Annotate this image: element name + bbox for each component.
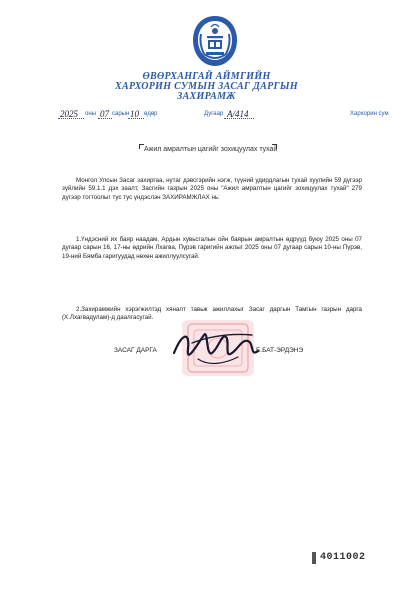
- date-day: 10: [130, 109, 139, 119]
- date-year: 2025: [60, 109, 78, 119]
- date-year-suffix: оны: [85, 111, 96, 117]
- date-month-suffix: сарын: [112, 111, 130, 117]
- date-month: 07: [100, 109, 109, 119]
- decree-number: A/414: [227, 109, 249, 119]
- org-line-aimag: ӨВӨРХАНГАЙ АЙМГИЙН: [142, 71, 271, 82]
- order-item-1: 1.Үндэсний их баяр наадам, Ардын хувьсгалын ойн баярын амралтын өдрүүд буюу 2025 оны 07 дугаар сарын 16, 17-ны өдрийн Лхагва, Пүрэв гаригийн ажлыг 2025 оны 07 дугаар сарын 10-ны Пүрэв, 19-ний Бямба гаригуудад нөхөн ажиллуулсугай.: [62, 236, 362, 260]
- document-serial-number: 4011002: [320, 552, 366, 563]
- place-name: Хархорин сум: [350, 111, 389, 117]
- mongolia-soyombo-emblem-icon: [190, 14, 240, 68]
- document-type: ЗАХИРАМЖ: [177, 91, 236, 102]
- order-item-2: 2.Захирамжийн хэрэгжилтэд хяналт тавьж ажиллахыг Засаг даргын Тамгын газрын дарга (Х.Лхагвадулам)-д даалгасугай.: [62, 306, 362, 322]
- number-label: Дугаар: [204, 111, 224, 117]
- serial-mark: [312, 552, 316, 564]
- org-line-sum-governor: ХАРХОРИН СУМЫН ЗАСАГ ДАРГЫН: [115, 81, 298, 92]
- subject-title: Ажил амралтын цагийг зохицуулах тухай: [144, 146, 278, 153]
- month-underline: [98, 118, 112, 119]
- preamble-paragraph: Монгол Улсын Засаг захиргаа, нутаг дэвсгэрийн нэгж, түүний удирдлагын тухай хуулийн 59 дүгээр зүйлийн 59.1.1 дэх заалт, Засгийн газрын 2025 оны "Ажил амралтын цагийг зохицуулах тухай" 279 дүгээр тогтоолыг тус тус үндэслэн ЗАХИРАМЖЛАХ нь:: [62, 177, 362, 201]
- date-day-suffix: өдөр: [144, 111, 158, 117]
- signatory-name: Б.БАТ-ЭРДЭНЭ: [256, 347, 304, 354]
- subject-bracket-right: [272, 144, 277, 149]
- handwritten-signature: [168, 323, 264, 373]
- signatory-title: ЗАСАГ ДАРГА: [114, 347, 157, 354]
- year-underline: [58, 118, 84, 119]
- number-underline: [224, 118, 254, 119]
- day-underline: [128, 118, 144, 119]
